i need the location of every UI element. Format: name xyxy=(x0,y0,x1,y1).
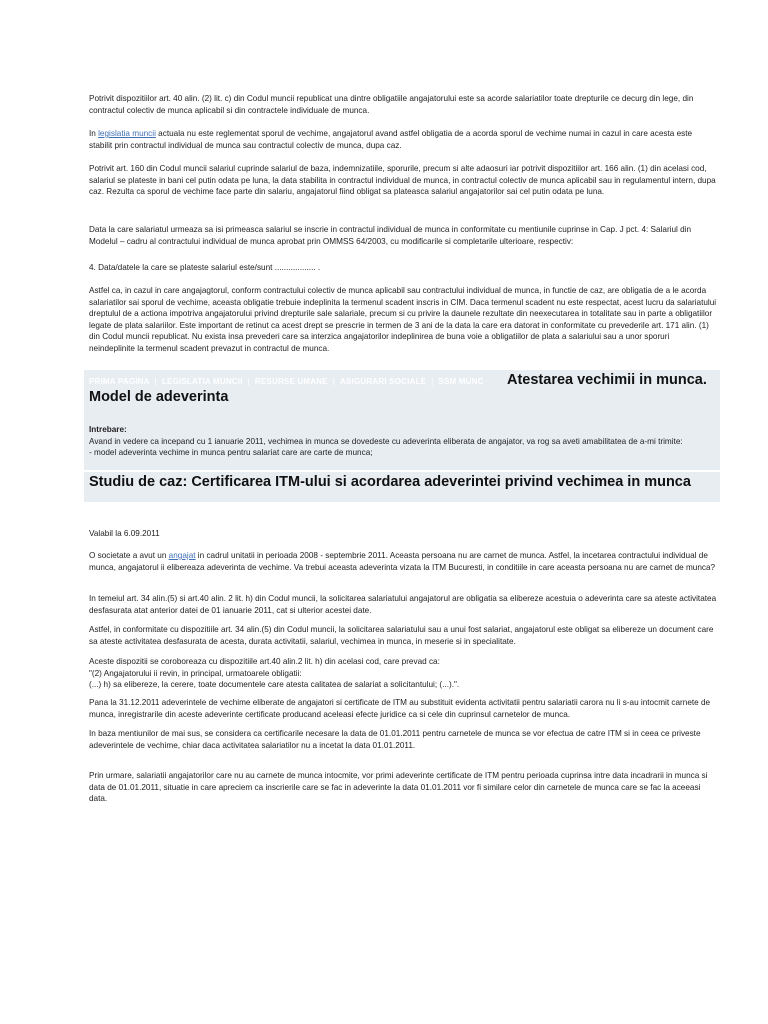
nav-separator: | xyxy=(247,377,250,386)
nav-item-asigurari-sociale[interactable]: ASIGURARI SOCIALE xyxy=(340,377,427,386)
valid-date: Valabil la 6.09.2011 xyxy=(89,529,160,538)
case-study-title: Studiu de caz: Certificarea ITM-ului si acordarea adeverintei privind vechimea in munca xyxy=(89,474,691,490)
paragraph-data-line: 4. Data/datele la care se plateste salariul este/sunt .................. . xyxy=(89,263,321,272)
paragraph-payment-date: Data la care salariatul urmeaza sa isi primeasca salariul se inscrie in contractul individual de munca in conformitate cu mentiunile cuprinse in Cap. J pct. 4: Salariul din Modelul – cadru al contractului individual de munca aprobat prin OMMSS 64/2003, cu modificarile si completarile ulterioare, respectiv: xyxy=(89,225,692,246)
angajat-link[interactable]: angajat xyxy=(168,551,196,560)
question-text: Avand in vedere ca incepand cu 1 ianuarie 2011, vechimea in munca se dovedeste cu adeverinta eliberata de angajator, va rog sa aveti amabilitatea de a-mi trimite: xyxy=(89,436,683,446)
paragraph-art40 xyxy=(89,656,717,691)
paragraph-salary: Potrivit art. 160 din Codul muncii salariul cuprinde salariul de baza, indemnizatiile, sporurile, precum si alte adaosuri iar potrivit dispozitiilor art. 166 alin. (1) din acelasi cod, salariul se plateste in bani cel putin odata pe luna, la data stabilita in contractul individual de munca, in contractul colectiv de munca aplicabil sau in regulamentul intern, dupa caz. Rezulta ca sporul de vechime face parte din salariu, angajatorul fiind obligat sa plateasca salariul angajatorilor sai cel putin odata pe luna. xyxy=(89,164,716,196)
paragraph-art34: In temeiul art. 34 alin.(5) si art.40 alin. 2 lit. h) din Codul muncii, la solicitarea salariatului angajatorul are obligatia sa elibereze acestuia o adeverinta care sa ateste activitatea desfasurata atat anterior datei de 01 ianuarie 2011, cat si ulterior acestei date. xyxy=(89,594,717,615)
nav-separator: | xyxy=(431,377,434,386)
nav-item-resurse-umane[interactable]: RESURSE UMANE xyxy=(254,377,328,386)
paragraph-obligations: Potrivit dispozitiilor art. 40 alin. (2) lit. c) din Codul muncii republicat una dintre obligatiile angajatorului este sa acorde salariatilor toate drepturile ce decurg din lege, din contractul colectiv de munca aplicabil si din contractele individuale de munca. xyxy=(89,94,694,115)
legislatia-muncii-link[interactable]: legislatia muncii xyxy=(98,129,156,138)
nav-item-prima-pagina[interactable]: PRIMA PAGINA xyxy=(89,377,150,386)
paragraph-31-12-2011: Pana la 31.12.2011 adeverintele de vechime eliberate de angajatori si certificate de ITM au substituit evidenta activitatii pentru salariatii carora nu li s-au intocmit carnete de munca, inregistrarile din aceste adeverinte certificate producand aceleasi efecte juridice ca si cele din cuprinsul carnetelor de munca. xyxy=(89,698,711,719)
nav-item-legislatia-muncii[interactable]: LEGISLATIA MUNCII xyxy=(161,377,243,386)
paragraph-line: Aceste dispozitii se coroboreaza cu dispozitiile art.40 alin.2 lit. h) din acelasi cod, care prevad ca: xyxy=(89,657,440,666)
question-block xyxy=(89,424,717,459)
question-label: Intrebare: xyxy=(89,425,127,434)
nav-item-ssm[interactable]: SSM MUNC xyxy=(438,377,484,386)
paragraph-spor: Astfel ca, in cazul in care angajagtorul, conform contractului colectiv de munca aplicabil sau contractului individual de munca, in functie de caz, are obligatia de a le acorda salariatilor sai sporul de vechime, aceasta obligatie trebuie indeplinita la termenul scadent inscris in CIM. Daca termenul scadent nu este respectat, acest lucru da salariatului dreptulul de a actiona impotriva angajatorului privind drepturile sale salariale, precum si cu privire la daunele rezultate din neexecutarea in totalitate sau in parte a obligatiilor legate de plata salariilor. Este important de retinut ca acest drept se prescrie in termen de 3 ani de la data la care era datorat in conformitate cu prevederile art. 171 alin. (1) din Codul muncii republicat. Nu exista insa prevederi care sa interzica angajatorilor indeplinirea de buna voie a obligatiilor de plata a salariului sau a unor sporuri neindeplinite la termenul scadent prevazut in contractul de munca. xyxy=(89,286,717,353)
paragraph-art34-5: Astfel, in conformitate cu dispozitiile art. 34 alin.(5) din Codul muncii, la solicitarea salariatului sau a unui fost salariat, angajatorul este obligat sa elibereze un document care sa ateste activitatea desfasurata de acesta, durata activitatii, salariul, vechimea in munca, in meserie si in specialitate. xyxy=(89,625,714,646)
nav-separator: | xyxy=(154,377,157,386)
article-title-continued: Model de adeverinta xyxy=(89,389,229,405)
paragraph-text: actuala nu este reglementat sporul de vechime, angajatorul avand astfel obligatia de a acorda sporul de vechime numai in cazul in care acesta este stabilit prin contractul individual de munca sau contractul colectiv de munca, dupa caz. xyxy=(89,129,693,150)
paragraph-line: "(2) Angajatorului ii revin, in principal, urmatoarele obligatii: xyxy=(89,668,302,678)
nav-separator: | xyxy=(332,377,336,386)
paragraph-legislation xyxy=(89,128,717,151)
case-question xyxy=(89,550,717,573)
paragraph-mentiuni: In baza mentiunilor de mai sus, se considera ca certificarile necesare la data de 01.01.2011 pentru carnetele de munca se vor efectua de catre ITM si in ceea ce priveste adeverintele de vechime, chiar daca activitatea salariatilor nu a incetat la data 01.01.2011. xyxy=(89,729,701,750)
site-nav xyxy=(89,377,484,386)
paragraph-text: O societate a avut un xyxy=(89,551,169,560)
question-item: - model adeverinta vechime in munca pentru salariat care are carte de munca; xyxy=(89,448,373,457)
paragraph-text: In xyxy=(89,129,99,138)
paragraph-conclusion: Prin urmare, salariatii angajatorilor care nu au carnete de munca intocmite, vor primi adeverinte certificate de ITM pentru perioada cuprinsa intre data incadrarii in munca si data de 01.01.2011, situatie in care apreciem ca inscrierile care se fac in adeverinte la data 01.01.2011 vor fi similare celor din carnetele de munca care se fac la aceeasi data. xyxy=(89,771,708,803)
paragraph-text: in cadrul unitatii in perioada 2008 - septembrie 2011. Aceasta persoana nu are carnet de munca. Astfel, la incetarea contractului individual de munca, angajatorul ii elibereaza adeverinta de vechime. Va trebui aceasta adeverinta vizata la ITM Bucuresti, in conditiile in care aceasta persoana nu are carnet de munca? xyxy=(89,551,716,572)
article-title: Atestarea vechimii in munca. xyxy=(507,372,707,388)
paragraph-line: (...) h) sa elibereze, la cerere, toate documentele care atesta calitatea de salariat a solicitantului; (...).". xyxy=(89,680,460,689)
